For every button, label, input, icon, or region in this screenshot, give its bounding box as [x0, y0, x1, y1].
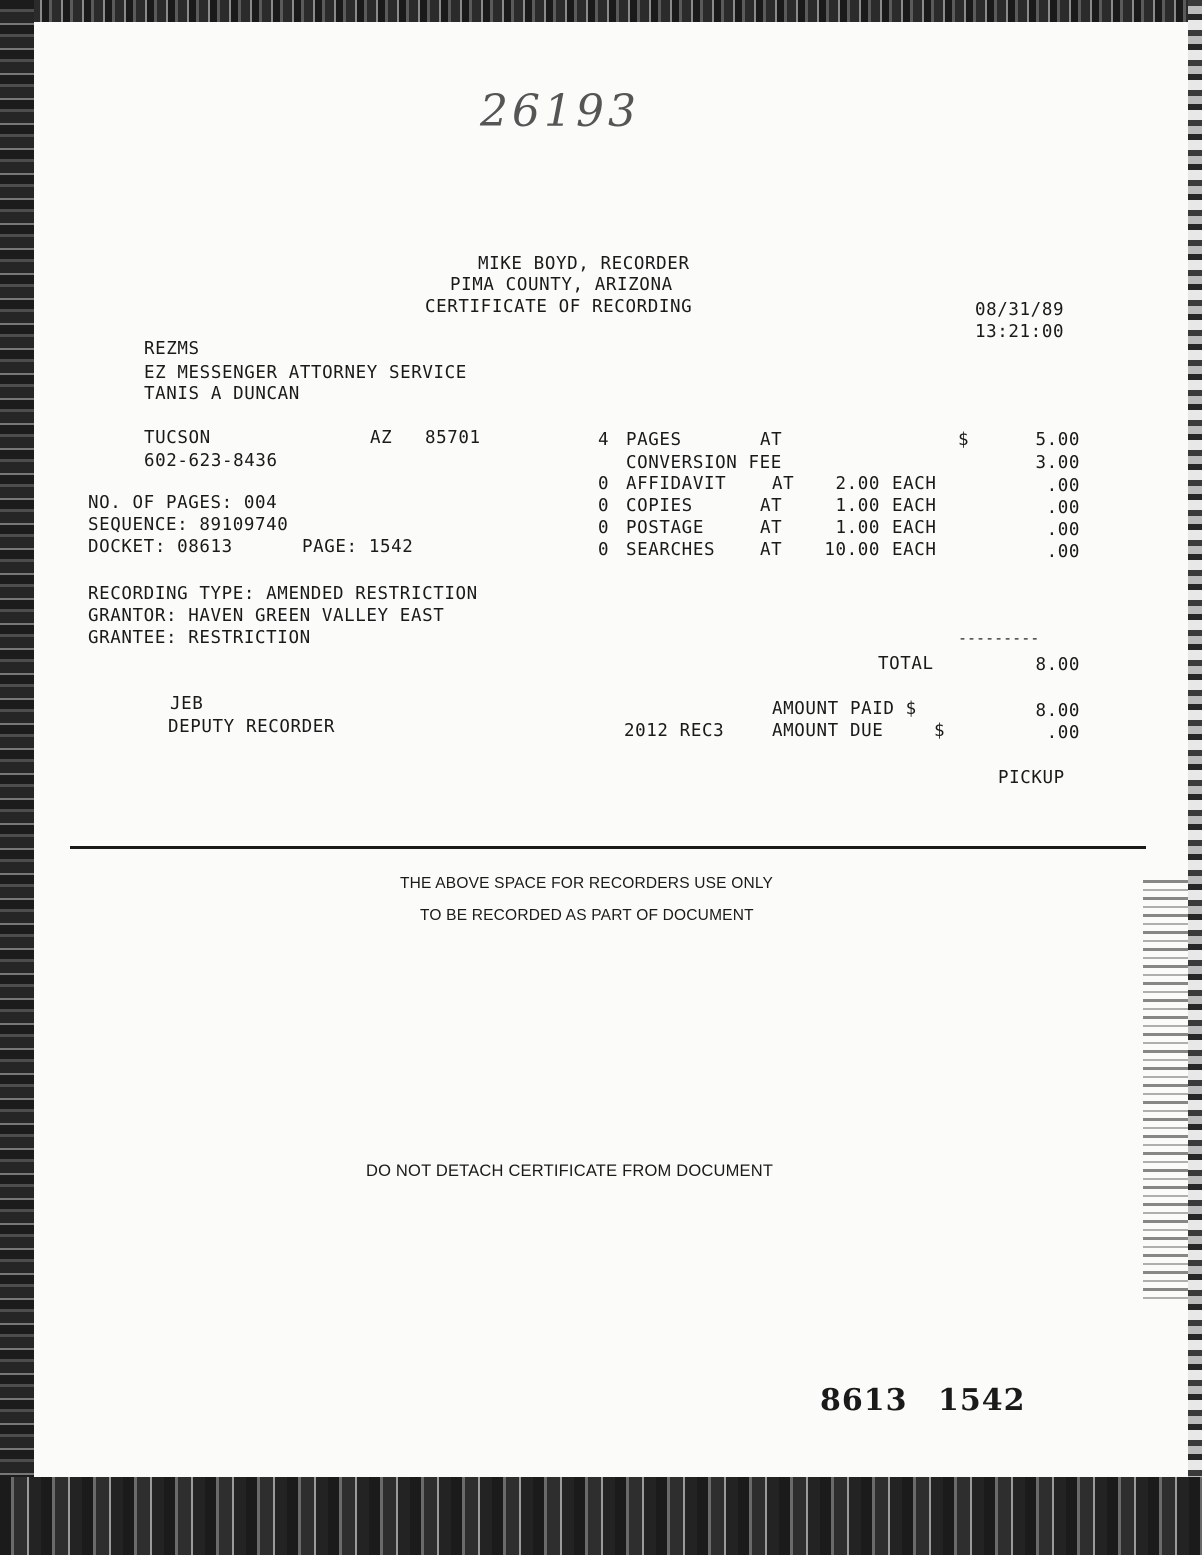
scan-border-right — [1188, 0, 1202, 1555]
fee-amount: .00 — [1046, 520, 1080, 540]
certificate-title: CERTIFICATE OF RECORDING — [425, 297, 693, 317]
grantor: GRANTOR: HAVEN GREEN VALLEY EAST — [88, 606, 445, 626]
fee-amount: .00 — [1046, 476, 1080, 496]
fee-item: AFFIDAVIT — [626, 474, 727, 494]
total-label: TOTAL — [878, 654, 934, 674]
deputy-initials: JEB — [170, 694, 204, 714]
scan-border-left — [0, 0, 34, 1555]
fee-at: AT — [760, 540, 783, 560]
fee-item: CONVERSION FEE — [626, 453, 782, 473]
addressee-city: TUCSON — [144, 428, 211, 448]
fee-at: AT — [772, 474, 795, 494]
fee-item: COPIES — [626, 496, 693, 516]
fee-item: PAGES — [626, 430, 682, 450]
fee-at: AT — [760, 430, 783, 450]
sequence-number: SEQUENCE: 89109740 — [88, 515, 289, 535]
recording-type: RECORDING TYPE: AMENDED RESTRICTION — [88, 584, 478, 604]
scan-border-bottom — [0, 1477, 1202, 1555]
county-name: PIMA COUNTY, ARIZONA — [450, 275, 673, 295]
register-id: 2012 REC3 — [624, 721, 725, 741]
addressee-phone: 602-623-8436 — [144, 451, 278, 471]
fee-rate: 10.00 — [824, 540, 880, 560]
fee-qty: 4 — [598, 430, 610, 450]
amount-due: .00 — [1046, 723, 1080, 743]
divider-line — [70, 846, 1146, 849]
fee-at: AT — [760, 496, 783, 516]
fee-qty: 0 — [598, 540, 610, 560]
fee-dollar: $ — [958, 430, 970, 450]
fee-qty: 0 — [598, 518, 610, 538]
grantee: GRANTEE: RESTRICTION — [88, 628, 311, 648]
deputy-title: DEPUTY RECORDER — [168, 717, 336, 737]
fee-each: EACH — [892, 518, 937, 538]
amount-due-dollar: $ — [934, 721, 946, 741]
fee-amount: .00 — [1046, 498, 1080, 518]
fee-rate: 2.00 — [835, 474, 880, 494]
fee-qty: 0 — [598, 496, 610, 516]
recorder-name: MIKE BOYD, RECORDER — [478, 254, 690, 274]
addressee-company: EZ MESSENGER ATTORNEY SERVICE — [144, 363, 467, 383]
fee-each: EACH — [892, 474, 937, 494]
fee-each: EACH — [892, 540, 937, 560]
fee-item: POSTAGE — [626, 518, 704, 538]
total-dashes: --------- — [958, 629, 1040, 647]
amount-due-label: AMOUNT DUE — [772, 721, 884, 741]
total-amount: 8.00 — [1035, 655, 1080, 675]
fee-item: SEARCHES — [626, 540, 716, 560]
do-not-detach-notice: DO NOT DETACH CERTIFICATE FROM DOCUMENT — [366, 1162, 774, 1180]
addressee-code: REZMS — [144, 339, 200, 359]
addressee-name: TANIS A DUNCAN — [144, 384, 300, 404]
bottom-stamp-docket: 8613 — [820, 1383, 908, 1418]
record-as-part-notice: TO BE RECORDED AS PART OF DOCUMENT — [420, 907, 754, 924]
amount-paid: 8.00 — [1035, 701, 1080, 721]
handwritten-number: 26193 — [480, 86, 640, 137]
fee-amount: 5.00 — [1035, 430, 1080, 450]
fee-rate: 1.00 — [835, 496, 880, 516]
recording-date: 08/31/89 — [975, 300, 1065, 320]
page-number: PAGE: 1542 — [302, 537, 414, 557]
fee-qty: 0 — [598, 474, 610, 494]
fee-amount: 3.00 — [1035, 453, 1080, 473]
recording-time: 13:21:00 — [975, 322, 1065, 342]
fee-at: AT — [760, 518, 783, 538]
pickup-label: PICKUP — [998, 768, 1065, 788]
scan-noise-right — [1143, 880, 1188, 1300]
fee-amount: .00 — [1046, 542, 1080, 562]
addressee-state: AZ — [370, 428, 393, 448]
amount-paid-label: AMOUNT PAID $ — [772, 699, 917, 719]
addressee-zip: 85701 — [425, 428, 481, 448]
recorder-use-notice: THE ABOVE SPACE FOR RECORDERS USE ONLY — [400, 875, 774, 892]
scan-border-top — [0, 0, 1202, 22]
bottom-stamp-page: 1542 — [938, 1383, 1026, 1418]
docket-number: DOCKET: 08613 — [88, 537, 233, 557]
fee-each: EACH — [892, 496, 937, 516]
fee-rate: 1.00 — [835, 518, 880, 538]
number-of-pages: NO. OF PAGES: 004 — [88, 493, 278, 513]
